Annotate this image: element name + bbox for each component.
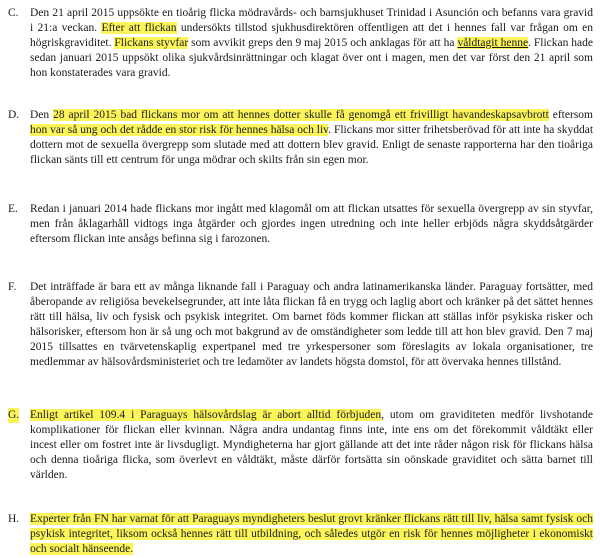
section-text [30, 108, 593, 168]
section-letter: C. [8, 7, 19, 19]
section-h [8, 512, 593, 557]
text-run: eftersom [548, 109, 593, 121]
text-run: Det inträffade är bara ett av många liknande fall i Paraguay och andra latinamerikanska länder. Paraguay fortsätter, med åberopande av religiösa bevekelsegrunder, att inte låta flickan få en trygg och laglig abort och kränker på det sättet hennes rätt till hälsa, liv och fysisk och psykisk integritet. Om barnet föds kommer flickan att ställas inför psykiska risker och hälsorisker, eftersom hon är så ung och mot bakgrund av de omständigheter som ledde till att hon blev gravid. Den 7 maj 2015 tillsattes en tvärvetenskaplig expertpanel med tre yrkespersoner som föreslagits av lokala organisationer, tre medlemmar av hälsovårdsministeriet och tre ledamöter av landets högsta domstol, för att övervaka hennes tillstånd. [30, 281, 593, 368]
section-text [30, 6, 593, 81]
highlighted-text: våldtagit henne [457, 37, 529, 49]
section-g [8, 408, 593, 483]
section-e [8, 202, 593, 247]
section-text [30, 202, 593, 247]
text-run: som avvikit greps den 9 maj 2015 och anklagas för att ha [188, 37, 458, 49]
text-run: Redan i januari 2014 hade flickans mor ingått med klagomål om att flickan utsattes för sexuella övergrepp av sin styvfar, men från åklagarhåll vidtogs inga åtgärder och gjordes ingen utredning och inte heller erbjöds några skyddsåtgärder eftersom flickan inte ansågs befinna sig i farozonen. [30, 203, 593, 245]
highlighted-text: 28 april 2015 bad flickans mor om att hennes dotter skulle få genomgå ett frivilligt havandeskapsavbrott [53, 109, 549, 121]
text-run: . Flickans mor sitter frihetsberövad för att inte ha skyddat dottern mot de sexuella övergrepp som slutade med att dottern blev gravid. Enligt de senaste rapporterna har den tioåriga flickan sänts till ett centrum för unga mödrar och skilts från sin egen mor. [30, 124, 594, 166]
text-run: Den 21 april 2015 uppsökte en tioårig flicka mödravårds- och barnsjukhuset Trinidad i Asunción och befanns vara gravid i 21:a veckan. [30, 7, 593, 34]
highlighted-text: Efter att flickan [101, 22, 177, 34]
section-d [8, 108, 593, 168]
section-text [30, 408, 593, 483]
highlighted-text: Enligt artikel 109.4 i Paraguays hälsovårdslag är abort alltid förbjuden [30, 409, 382, 421]
section-letter: H. [8, 513, 20, 525]
section-letter: E. [8, 203, 18, 215]
section-text [30, 512, 593, 557]
highlighted-text: Experter från FN har varnat för att Paraguays myndigheters beslut grovt kränker flickans rätt till liv, hälsa samt fysisk och psykisk integritet, liksom också hennes rätt till utbildning, och således utgör en risk för hennes möjligheter i ekonomiskt och socialt hänseende. [30, 513, 593, 555]
section-text [30, 280, 593, 370]
text-run: Den [30, 109, 54, 121]
section-letter: D. [8, 109, 20, 121]
section-letter: F. [8, 281, 17, 293]
text-run: . Flickan hade sedan januari 2015 uppsökt olika sjukvårdsinrättningar och klagat över ont i magen, men det var först den 21 april som hon konstaterades vara gravid. [30, 37, 593, 79]
highlighted-text: Flickans styvfar [114, 37, 189, 49]
text-run: , utom om graviditeten medför livshotande komplikationer för flickan eller kvinnan. Några andra undantag finns inte, inte ens om det förekommit våldtäkt eller incest eller om fostret inte är livsdugligt. Myndigheterna har gjort gällande att det inte råder någon risk för flickans hälsa och denna tioåriga flicka, som överlevt en våldtäkt, måste därför fortsätta sin oönskade graviditet och sätta barnet till världen. [30, 409, 593, 481]
section-f [8, 280, 593, 370]
highlighted-text: hon var så ung och det rådde en stor risk för hennes hälsa och liv [30, 124, 329, 136]
text-run: undersökts tillstod sjukhusdirektören offentligen att det i hennes fall var frågan om en högriskgraviditet. [30, 22, 593, 49]
section-c [8, 6, 593, 81]
section-letter: G. [8, 409, 20, 421]
